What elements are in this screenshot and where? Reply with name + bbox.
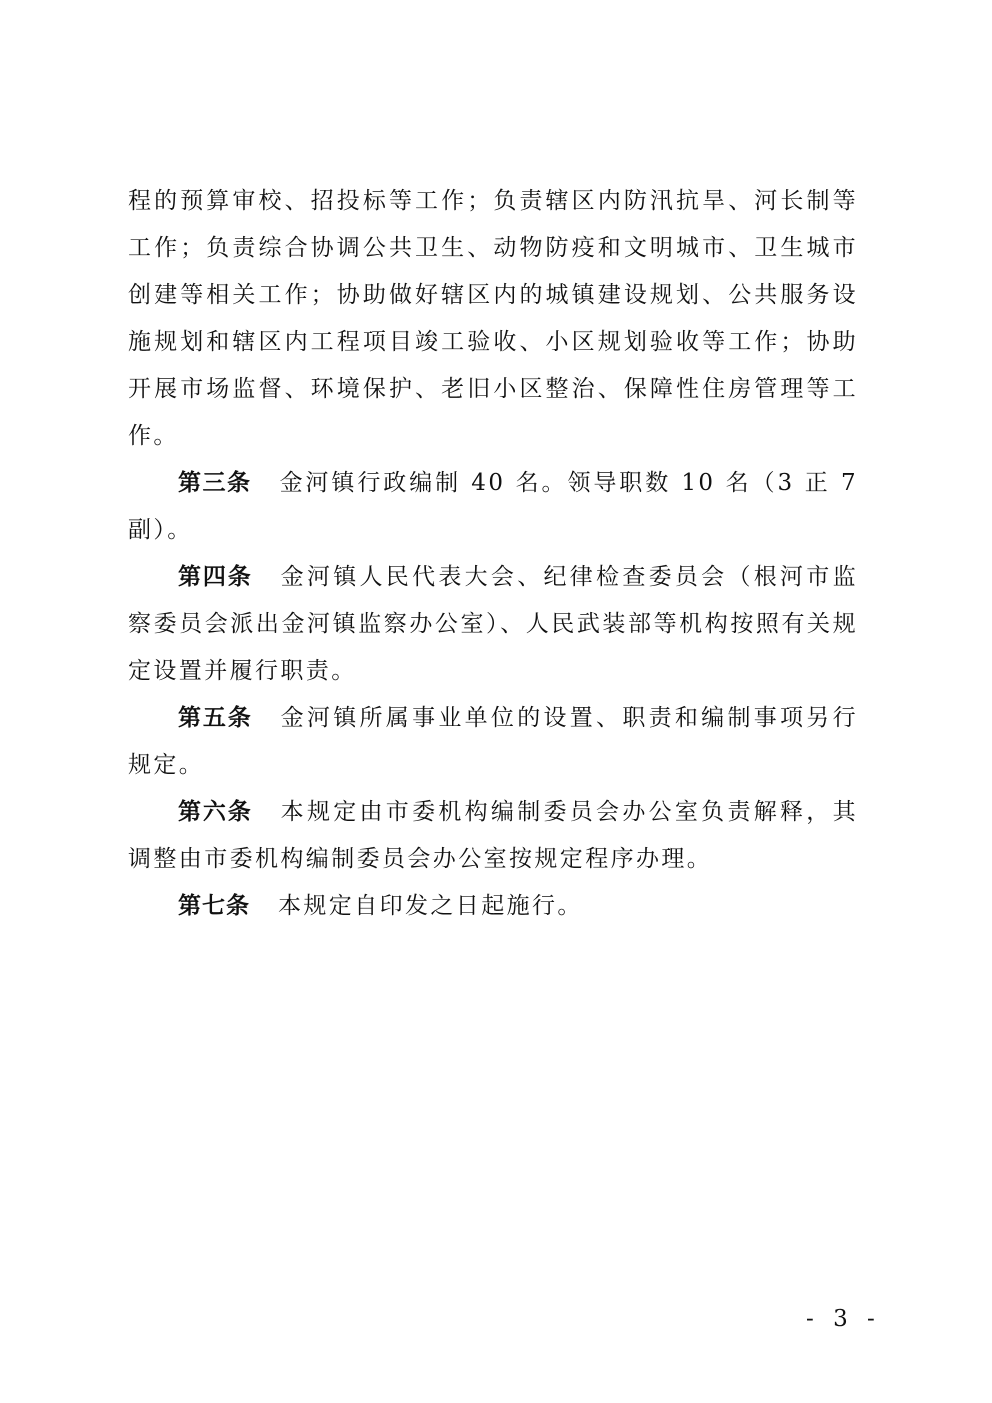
- article-text: 本规定由市委机构编制委员会办公室负责解释，其调整由市委机构编制委员会办公室按规定程序办理。: [128, 799, 858, 872]
- article-4: [128, 554, 858, 695]
- article-6: [128, 789, 858, 883]
- article-5: [128, 695, 858, 789]
- article-label: 第四条: [178, 564, 253, 590]
- article-label: 第五条: [178, 705, 253, 731]
- article-3: [128, 460, 858, 554]
- article-text: 金河镇所属事业单位的设置、职责和编制事项另行规定。: [128, 705, 858, 778]
- article-label: 第七条: [178, 893, 250, 919]
- article-7: [128, 883, 858, 930]
- continuation-paragraph: 程的预算审校、招投标等工作；负责辖区内防汛抗旱、河长制等工作；负责综合协调公共卫生、动物防疫和文明城市、卫生城市创建等相关工作；协助做好辖区内的城镇建设规划、公共服务设施规划和辖区内工程项目竣工验收、小区规划验收等工作；协助开展市场监督、环境保护、老旧小区整治、保障性住房管理等工作。: [128, 188, 858, 449]
- article-text: 本规定自印发之日起施行。: [278, 893, 583, 919]
- article-text: 金河镇行政编制 40 名。领导职数 10 名（3 正 7 副）。: [128, 470, 858, 543]
- article-label: 第六条: [178, 799, 253, 825]
- article-text: 金河镇人民代表大会、纪律检查委员会（根河市监察委员会派出金河镇监察办公室）、人民武装部等机构按照有关规定设置并履行职责。: [128, 564, 858, 684]
- page-number: - 3 -: [806, 1306, 881, 1332]
- article-label: 第三条: [178, 470, 252, 496]
- document-body: [128, 178, 858, 930]
